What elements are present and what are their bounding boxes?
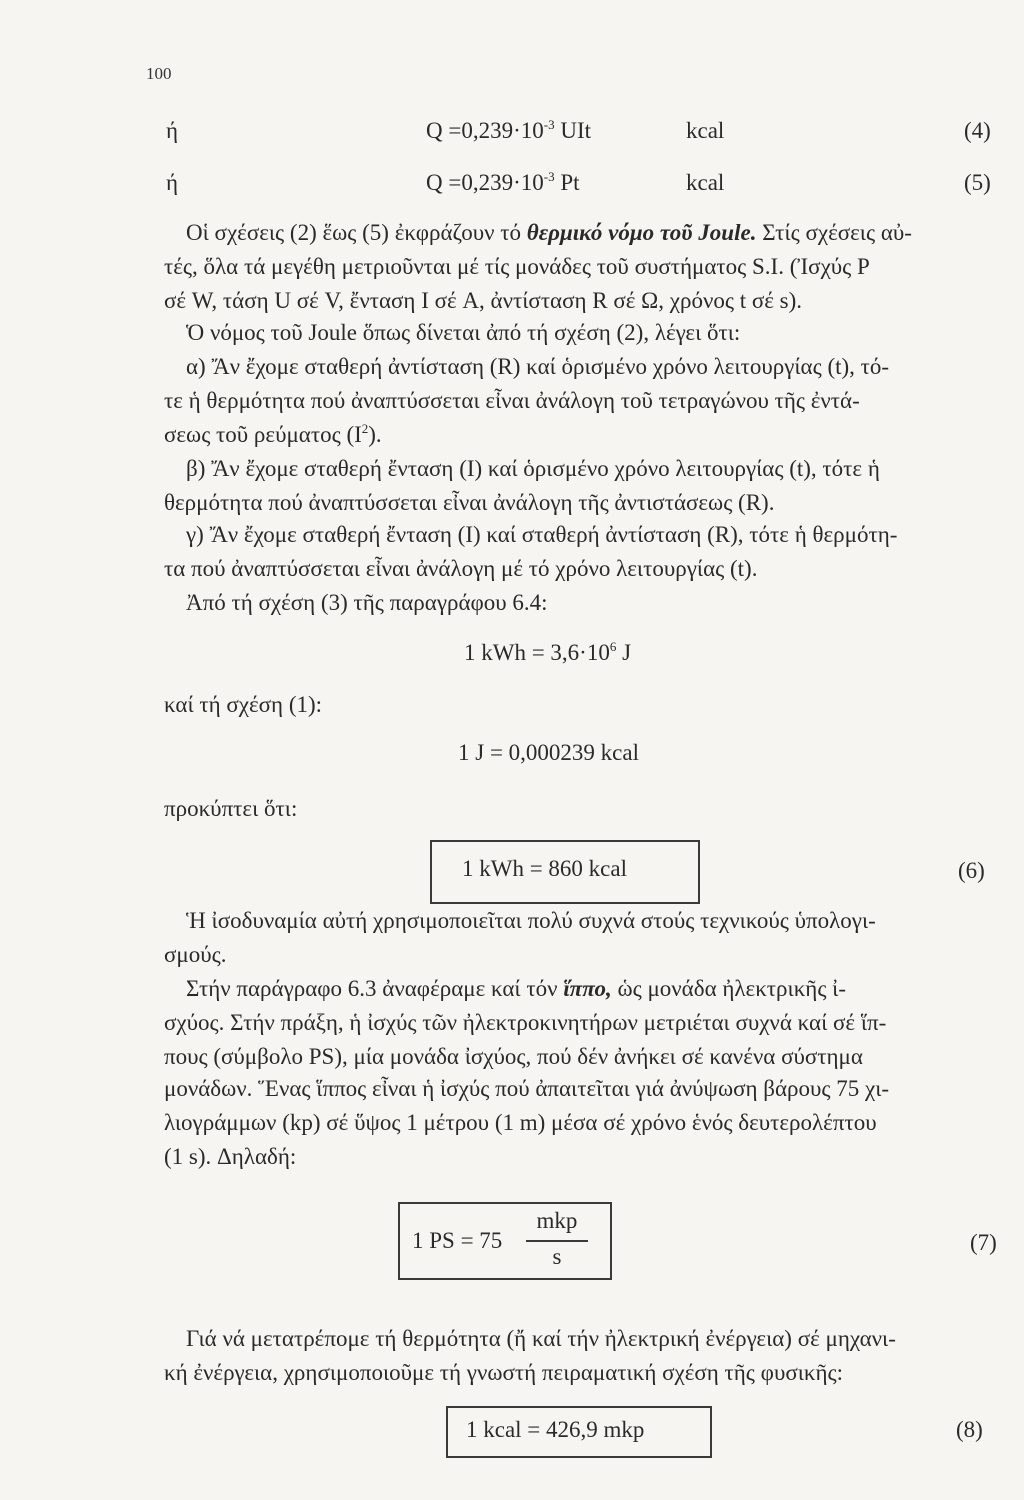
paragraph-3-line-6: (1 s). Δηλαδή: bbox=[164, 1144, 297, 1169]
equation-6-box bbox=[430, 840, 700, 904]
paragraph-4-line-1: Γιά νά μετατρέπομε τή θερμότητα (ἤ καί τήν ἠλεκτρική ἐνέργεια) σέ μηχανι- bbox=[186, 1326, 896, 1351]
text-run: ). bbox=[368, 422, 382, 447]
paragraph-3-line-2: σχύος. Στήν πράξη, ἡ ἰσχύς τῶν ἠλεκτροκινητήρων μετριέται συχνά καί σέ ἵπ- bbox=[164, 1010, 887, 1035]
formula-4-exp: -3 bbox=[543, 117, 555, 132]
paragraph-3-line-1 bbox=[186, 974, 1016, 1004]
item-a-line-3 bbox=[164, 420, 994, 450]
formula-5-exp: -3 bbox=[543, 169, 555, 184]
formula-4-number: (4) bbox=[964, 118, 991, 143]
paragraph-3-line-5: λιογράμμων (kp) σέ ὕψος 1 μέτρου (1 m) μέσα σέ χρόνο ἑνός δευτερολέπτου bbox=[164, 1110, 877, 1135]
equation-7-number: (7) bbox=[970, 1230, 997, 1255]
page-number: 100 bbox=[146, 64, 172, 83]
derivation-and: καί τή σχέση (1): bbox=[164, 692, 323, 717]
formula-4-prefix: ή bbox=[166, 118, 179, 143]
equation-joule-kcal: 1 J = 0,000239 kcal bbox=[458, 740, 639, 765]
text-run: Στήν παράγραφο 6.3 ἀναφέραμε καί τόν bbox=[186, 976, 564, 1001]
formula-4 bbox=[426, 116, 591, 146]
paragraph-4-line-2: κή ἐνέργεια, χρησιμοποιοῦμε τή γνωστή πειραματική σχέση τῆς φυσικῆς: bbox=[164, 1360, 844, 1385]
derivation-results: προκύπτει ὅτι: bbox=[164, 796, 298, 821]
paragraph-2-line-1: Ἡ ἰσοδυναμία αὐτή χρησιμοποιεῖται πολύ συχνά στούς τεχνικούς ὑπολογι- bbox=[186, 908, 876, 933]
paragraph-1-line-2: τές, ὅλα τά μεγέθη μετριοῦνται μέ τίς μονάδες τοῦ συστήματος S.I. (Ἰσχύς P bbox=[164, 254, 870, 279]
formula-5-number: (5) bbox=[964, 170, 991, 195]
equation-8-box bbox=[446, 1406, 712, 1458]
paragraph-2-line-2: σμούς. bbox=[164, 942, 227, 967]
paragraph-1-line-1 bbox=[186, 218, 1016, 248]
exponent: 2 bbox=[361, 421, 369, 436]
item-c-line-1: γ) Ἄν ἔχομε σταθερή ἔνταση (I) καί σταθερή ἀντίσταση (R), τότε ἡ θερμότη- bbox=[186, 522, 898, 547]
equation-kwh-joule bbox=[464, 638, 631, 668]
text-run: 1 kWh = 3,6·10 bbox=[464, 640, 610, 665]
text-run: ὡς μονάδα ἠλεκτρικῆς ἰ- bbox=[611, 976, 847, 1001]
paragraph-1-line-4: Ὁ νόμος τοῦ Joule ὅπως δίνεται ἀπό τή σχέση (2), λέγει ὅτι: bbox=[186, 320, 741, 345]
term-horsepower: ἵππο, bbox=[563, 976, 612, 1001]
item-a-line-1: α) Ἄν ἔχομε σταθερή ἀντίσταση (R) καί ὁρισμένο χρόνο λειτουργίας (t), τό- bbox=[186, 354, 890, 379]
text-run: J bbox=[616, 640, 632, 665]
paragraph-1-line-3: σέ W, τάση U σέ V, ἔνταση I σέ A, ἀντίσταση R σέ Ω, χρόνος t σέ s). bbox=[164, 288, 803, 313]
equation-8: 1 kcal = 426,9 mkp bbox=[466, 1417, 645, 1442]
paragraph-3-line-3: πους (σύμβολο PS), μία μονάδα ἰσχύος, πού δέν ἀνήκει σέ κανένα σύστημα bbox=[164, 1044, 863, 1069]
exponent: 6 bbox=[609, 639, 617, 654]
formula-5-unit: kcal bbox=[686, 170, 725, 195]
text-run: Στίς σχέσεις αὐ- bbox=[756, 220, 912, 245]
equation-7-lhs: 1 PS = 75 bbox=[412, 1228, 503, 1253]
item-b-line-2: θερμότητα πού ἀναπτύσσεται εἶναι ἀνάλογη τῆς ἀντιστάσεως (R). bbox=[164, 490, 775, 515]
item-c-line-2: τα πού ἀναπτύσσεται εἶναι ἀνάλογη μέ τό χρόνο λειτουργίας (t). bbox=[164, 556, 758, 581]
formula-4-unit: kcal bbox=[686, 118, 725, 143]
term-joule-law: θερμικό νόμο τοῦ Joule. bbox=[526, 220, 757, 245]
formula-4-rest: UIt bbox=[554, 118, 592, 143]
item-b-line-1: β) Ἄν ἔχομε σταθερή ἔνταση (I) καί ὁρισμένο χρόνο λειτουργίας (t), τότε ἡ bbox=[186, 456, 880, 481]
paragraph-3-line-4: μονάδων. Ἕνας ἵππος εἶναι ἡ ἰσχύς πού ἀπαιτεῖται γιά ἀνύψωση βάρους 75 χι- bbox=[164, 1076, 890, 1101]
fraction-bar bbox=[526, 1240, 588, 1242]
item-a-line-2: τε ἡ θερμότητα πού ἀναπτύσσεται εἶναι ἀνάλογη τοῦ τετραγώνου τῆς ἐντά- bbox=[164, 388, 860, 413]
formula-5-rest: Pt bbox=[554, 170, 580, 195]
derivation-intro: Ἀπό τή σχέση (3) τῆς παραγράφου 6.4: bbox=[186, 590, 548, 615]
formula-5-lhs: Q =0,239·10 bbox=[426, 170, 544, 195]
equation-6: 1 kWh = 860 kcal bbox=[462, 856, 627, 881]
equation-7-denominator: s bbox=[552, 1244, 562, 1269]
text-run: σεως τοῦ ρεύματος (I bbox=[164, 422, 362, 447]
equation-6-number: (6) bbox=[958, 858, 985, 883]
equation-8-number: (8) bbox=[956, 1417, 983, 1442]
equation-7-numerator: mkp bbox=[536, 1208, 578, 1233]
formula-4-lhs: Q =0,239·10 bbox=[426, 118, 544, 143]
formula-5 bbox=[426, 168, 580, 198]
text-run: Οἱ σχέσεις (2) ἕως (5) ἐκφράζουν τό bbox=[186, 220, 527, 245]
equation-7-box bbox=[398, 1202, 612, 1280]
formula-5-prefix: ή bbox=[166, 170, 179, 195]
